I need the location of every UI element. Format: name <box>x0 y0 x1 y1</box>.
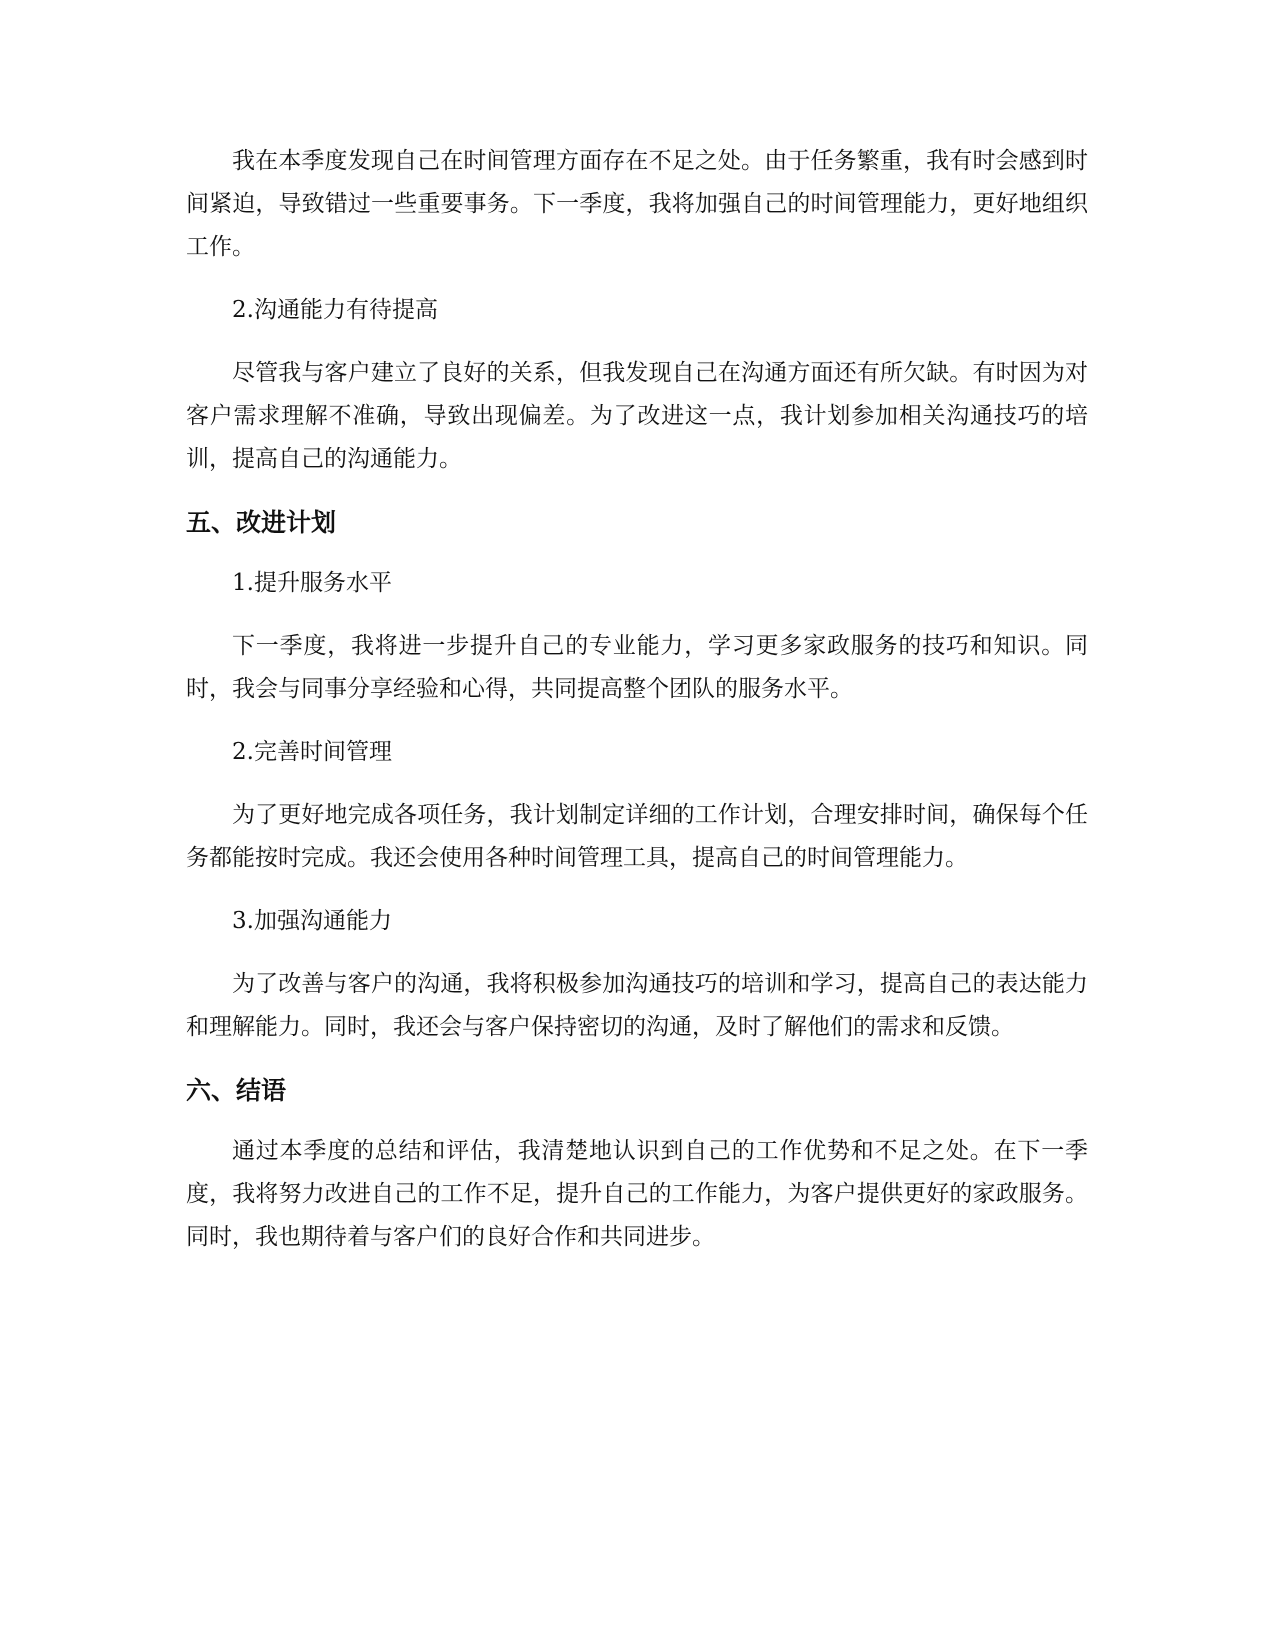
subheading-communication-improve: 2.沟通能力有待提高 <box>232 297 438 323</box>
document-page <box>186 140 1088 1279</box>
paragraph-communication-plan: 为了改善与客户的沟通，我将积极参加沟通技巧的培训和学习，提高自己的表达能力和理解能力。同时，我还会与客户保持密切的沟通，及时了解他们的需求和反馈。 <box>186 971 1088 1040</box>
paragraph-communication-weakness: 尽管我与客户建立了良好的关系，但我发现自己在沟通方面还有所欠缺。有时因为对客户需求理解不准确，导致出现偏差。为了改进这一点，我计划参加相关沟通技巧的培训，提高自己的沟通能力。 <box>186 360 1088 472</box>
paragraph-time-management-plan: 为了更好地完成各项任务，我计划制定详细的工作计划，合理安排时间，确保每个任务都能按时完成。我还会使用各种时间管理工具，提高自己的时间管理能力。 <box>186 802 1088 871</box>
section-heading-conclusion: 六、结语 <box>186 1076 287 1105</box>
paragraph-conclusion: 通过本季度的总结和评估，我清楚地认识到自己的工作优势和不足之处。在下一季度，我将努力改进自己的工作不足，提升自己的工作能力，为客户提供更好的家政服务。同时，我也期待着与客户们的良好合作和共同进步。 <box>186 1138 1088 1250</box>
subheading-time-management: 2.完善时间管理 <box>232 739 392 765</box>
paragraph-service-level: 下一季度，我将进一步提升自己的专业能力，学习更多家政服务的技巧和知识。同时，我会与同事分享经验和心得，共同提高整个团队的服务水平。 <box>186 633 1088 702</box>
section-heading-improvement-plan: 五、改进计划 <box>186 508 337 537</box>
paragraph-time-management-weakness: 我在本季度发现自己在时间管理方面存在不足之处。由于任务繁重，我有时会感到时间紧迫，导致错过一些重要事务。下一季度，我将加强自己的时间管理能力，更好地组织工作。 <box>186 148 1088 260</box>
subheading-service-level: 1.提升服务水平 <box>232 570 392 596</box>
subheading-strengthen-communication: 3.加强沟通能力 <box>232 908 392 934</box>
